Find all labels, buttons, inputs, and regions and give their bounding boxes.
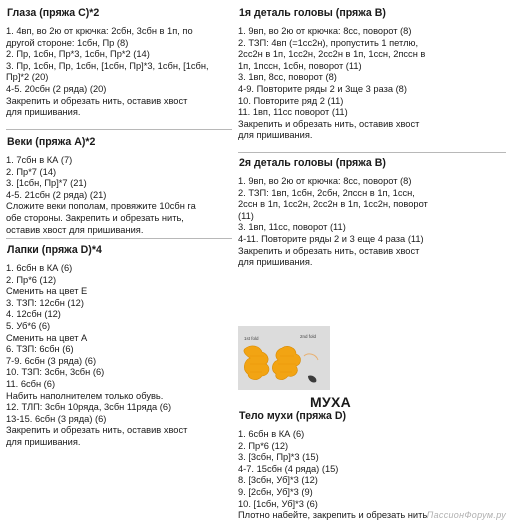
text-line: 4-5. 20сбн (2 ряда) (20) xyxy=(6,83,107,94)
body-section xyxy=(238,410,506,522)
crochet-photo xyxy=(238,326,330,390)
text-line: 7-9. 6сбн (3 ряда) (6) xyxy=(6,355,97,366)
text-line: Сменить на цвет Е xyxy=(6,286,88,297)
text-line: для пришивания. xyxy=(6,107,81,118)
text-line: 3. 1вп, 11сс, поворот (11) xyxy=(238,222,346,233)
text-line: Набить наполнителем только обувь. xyxy=(6,390,164,401)
photo-tag: 2nd fold xyxy=(300,334,317,339)
eyelids-title: Веки (пряжа А)*2 xyxy=(7,136,96,148)
text-line: 5. Уб*6 (6) xyxy=(6,320,51,331)
text-line: 10. ТЗП: 3сбн, 3сбн (6) xyxy=(6,367,105,378)
text-line: 2. ТЗП: 4вп (=1сс2н), пропустить 1 петлю, xyxy=(238,37,419,48)
legs-lines xyxy=(6,263,232,449)
text-line: 4-7. 15сбн (4 ряда) (15) xyxy=(238,463,339,474)
eyelids-lines xyxy=(6,155,232,236)
body-lines xyxy=(238,429,506,522)
legs-section xyxy=(6,244,232,449)
body-title: Тело мухи (пряжа D) xyxy=(239,410,346,422)
head1-section xyxy=(238,7,506,142)
divider xyxy=(6,129,232,130)
text-line: Закрепить и обрезать нить, оставив хвост xyxy=(238,118,420,129)
eyes-lines xyxy=(6,26,232,119)
text-line: 13-15. 6сбн (3 ряда) (6) xyxy=(6,413,107,424)
head2-lines xyxy=(238,176,506,269)
eyes-title: Глаза (пряжа С)*2 xyxy=(7,7,100,19)
text-line: 3. [1сбн, Пр]*7 (21) xyxy=(6,178,87,189)
text-line: 3. Пр, 1сбн, Пр, 1сбн, [1сбн, Пр]*3, 1сбн, [1сбн, xyxy=(6,60,209,71)
text-line: Закрепить и обрезать нить, оставив хвост xyxy=(238,245,420,256)
text-line: 4-5. 21сбн (2 ряда) (21) xyxy=(6,189,107,200)
text-line: для пришивания. xyxy=(238,257,313,268)
text-line: (11) xyxy=(238,210,254,221)
text-line: 12. ТЛП: 3сбн 10ряда, 3сбн 11ряда (6) xyxy=(6,402,172,413)
text-line: 3. ТЗП: 12сбн (12) xyxy=(6,297,84,308)
text-line: Сменить на цвет А xyxy=(6,332,88,343)
divider xyxy=(6,238,232,239)
head1-title: 1я деталь головы (пряжа В) xyxy=(239,7,386,19)
text-line: другой стороне: 1сбн, Пр (8) xyxy=(6,37,129,48)
watermark: ПассионФорум.ру xyxy=(426,510,506,520)
text-line: оставив хвост для пришивания. xyxy=(6,224,144,235)
text-line: 1. 9вп, во 2ю от крючка: 8сс, поворот (8) xyxy=(238,26,412,36)
text-line: 3. [3сбн, Пр]*3 (15) xyxy=(238,452,319,463)
eyes-section xyxy=(6,7,232,119)
text-line: 3. 1вп, 8сс, поворот (8) xyxy=(238,72,337,83)
text-line: 2. ТЗП: 1вп, 1сбн, 2сбн, 2пссн в 1п, 1ссн, xyxy=(238,187,415,198)
text-line: 4-9. Повторите ряды 2 и 3ще 3 раза (8) xyxy=(238,83,407,94)
text-line: 4. 12сбн (12) xyxy=(6,309,61,320)
text-line: 2. Пр*6 (12) xyxy=(6,274,57,285)
text-line: Сложите веки пополам, провяжите 10сбн га xyxy=(6,201,196,212)
text-line: 10. Повторите ряд 2 (11) xyxy=(238,95,344,106)
text-line: Пр]*2 (20) xyxy=(6,72,49,83)
text-line: 1п, 1пссн, 1сбн, поворот (11) xyxy=(238,60,362,71)
text-line: Закрепить и обрезать нить, оставив хвост xyxy=(6,95,188,106)
divider xyxy=(238,152,506,153)
text-line: для пришивания. xyxy=(238,130,313,141)
head2-section xyxy=(238,157,506,269)
text-line: 1. 6сбн в КА (6) xyxy=(6,263,73,273)
section-heading-muha: МУХА xyxy=(310,394,352,410)
text-line: обе стороны. Закрепить и обрезать нить, xyxy=(6,212,184,223)
text-line: для пришивания. xyxy=(6,436,81,447)
text-line: 2ссн в 1п, 1сс2н, 2сс2н в 1п, 1сс2н, поворот xyxy=(238,199,428,210)
text-line: 1. 4вп, во 2ю от крючка: 2сбн, 3сбн в 1п, по xyxy=(6,26,193,36)
text-line: 10. [1сбн, Уб]*3 (6) xyxy=(238,498,318,509)
photo-tag: 1st fold xyxy=(244,336,259,341)
text-line: 1. 6сбн в КА (6) xyxy=(238,429,305,439)
text-line: 8. [3сбн, Уб]*3 (12) xyxy=(238,475,318,486)
legs-title: Лапки (пряжа D)*4 xyxy=(7,244,102,256)
text-line: Плотно набейте, закрепить и обрезать нить xyxy=(238,510,428,521)
text-line: 2. Пр*7 (14) xyxy=(6,166,57,177)
text-line: 2. Пр*6 (12) xyxy=(238,440,289,451)
text-line: 4-11. Повторите ряды 2 и 3 еще 4 раза (11) xyxy=(238,233,424,244)
text-line: 2сс2н в 1п, 1сс2н, 2сс2н в 1п, 1ссн, 2пссн в xyxy=(238,49,426,60)
text-line: 9. [2сбн, Уб]*3 (9) xyxy=(238,486,313,497)
text-line: 2. Пр, 1сбн, Пр*3, 1сбн, Пр*2 (14) xyxy=(6,49,150,60)
head1-lines xyxy=(238,26,506,142)
text-line: 1. 9вп, во 2ю от крючка: 8сс, поворот (8) xyxy=(238,176,412,186)
text-line: 11. 6сбн (6) xyxy=(6,378,56,389)
text-line: 11. 1вп, 11сс поворот (11) xyxy=(238,107,348,118)
head2-title: 2я деталь головы (пряжа В) xyxy=(239,157,386,169)
text-line: Закрепить и обрезать нить, оставив хвост xyxy=(6,425,188,436)
eyelids-section xyxy=(6,136,232,236)
text-line: 1. 7сбн в КА (7) xyxy=(6,155,73,165)
text-line: 6. ТЗП: 6сбн (6) xyxy=(6,344,74,355)
